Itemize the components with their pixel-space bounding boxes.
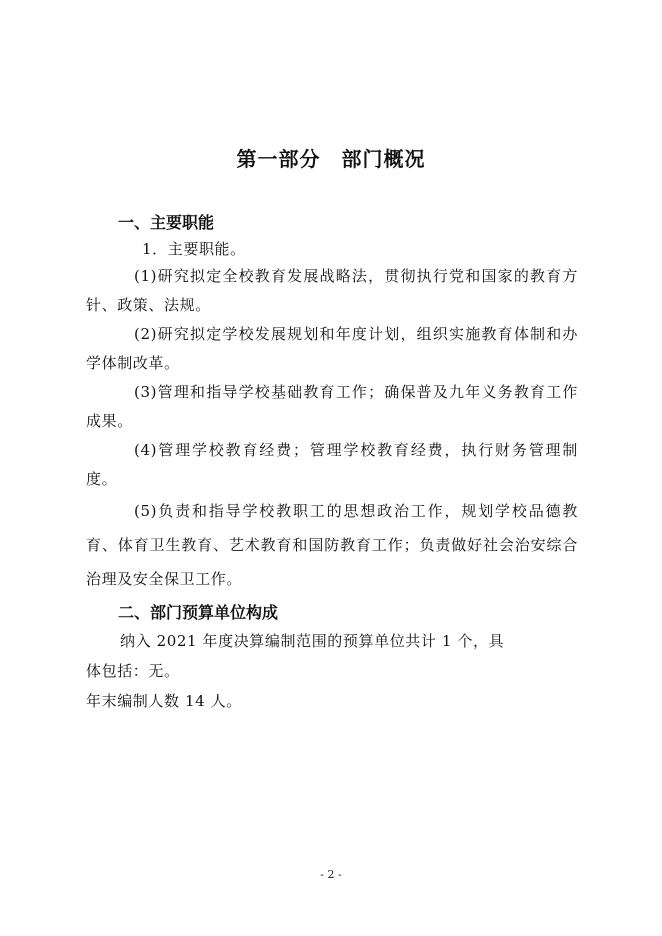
- function-item-5: (5)负责和指导学校教职工的思想政治工作，规划学校品德教育、体育卫生教育、艺术教育和国防教育工作；负责做好社会治安综合治理及安全保卫工作。: [86, 502, 578, 588]
- page-number: - 2 -: [320, 868, 342, 881]
- function-item-2: (2)研究拟定学校发展规划和年度计划，组织实施教育体制和办学体制改革。: [86, 325, 578, 372]
- budget-units-line-1: 纳入 2021 年度决算编制范围的预算单位共计 1 个，具: [120, 632, 505, 650]
- page-title: 第一部分 部门概况: [236, 147, 426, 171]
- subheading-main-functions: 1．主要职能。: [142, 240, 246, 258]
- function-item-4: (4)管理学校教育经费；管理学校教育经费，执行财务管理制度。: [86, 441, 578, 488]
- staff-count-line: 年末编制人数 14 人。: [86, 692, 242, 710]
- document-body: [86, 210, 578, 716]
- function-item-1: (1)研究拟定全校教育发展战略法，贯彻执行党和国家的教育方针、政策、法规。: [86, 267, 578, 314]
- section-heading-main-functions: 一、主要职能: [118, 213, 215, 232]
- budget-units-line-2: 体包括：无。: [86, 662, 180, 680]
- section-heading-budget-units: 二、部门预算单位构成: [118, 603, 279, 622]
- function-item-3: (3)管理和指导学校基础教育工作；确保普及九年义务教育工作成果。: [86, 383, 578, 430]
